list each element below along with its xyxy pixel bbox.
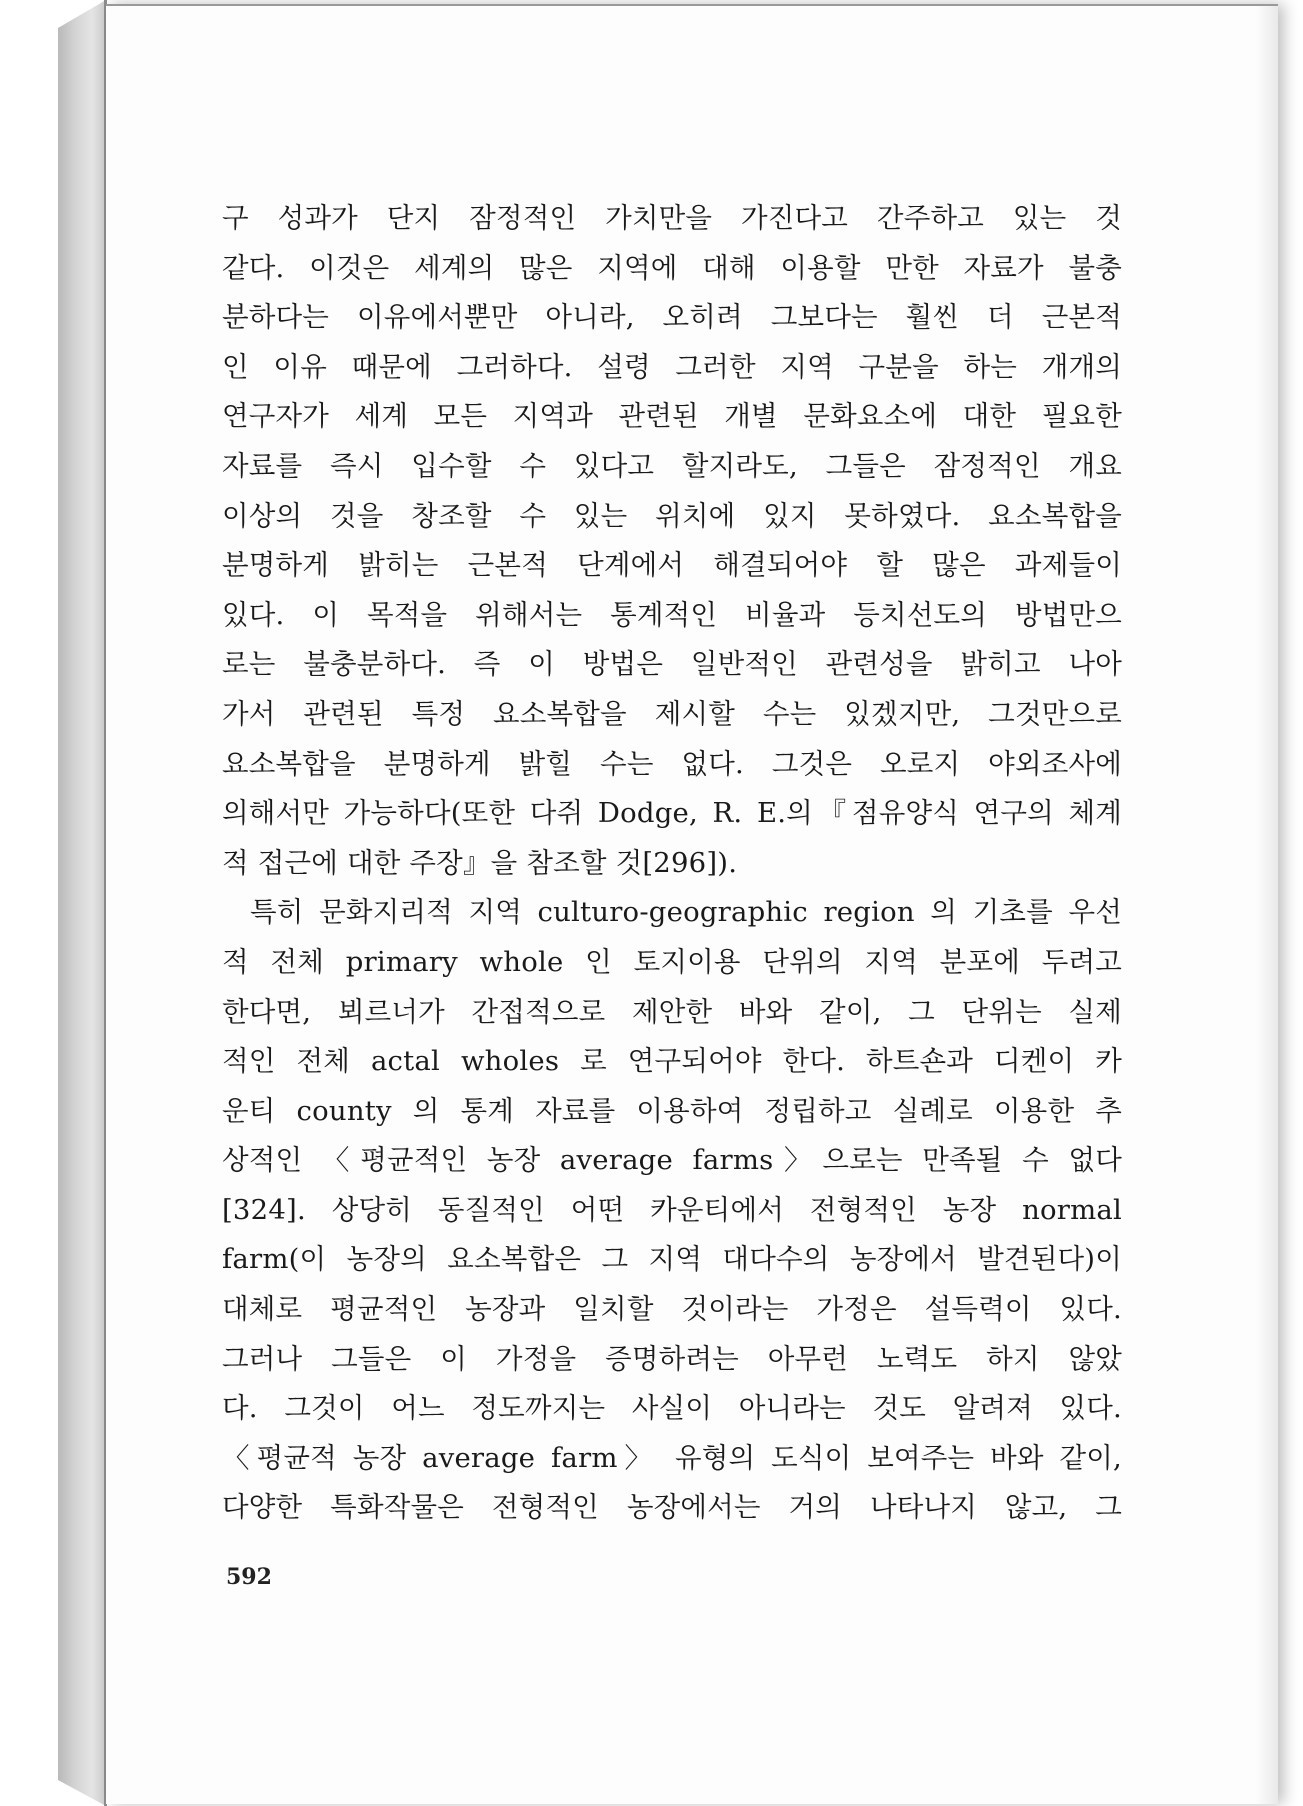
page-number: 592: [226, 1564, 272, 1590]
page-edge-shadow: [1256, 6, 1278, 1804]
text-line: 요소복합을 분명하게 밝힐 수는 없다. 그것은 오로지 야외조사에: [222, 747, 1122, 780]
text-line: 특히 문화지리적 지역 culturo-geographic region 의 기초를 우선: [250, 896, 1122, 929]
page-body-text: [222, 194, 1122, 1533]
text-line: 같다. 이것은 세계의 많은 지역에 대해 이용할 만한 자료가 불충: [222, 251, 1122, 284]
text-line: 분명하게 밝히는 근본적 단계에서 해결되어야 할 많은 과제들이: [222, 549, 1122, 582]
text-line: 다양한 특화작물은 전형적인 농장에서는 거의 나타나지 않고, 그: [222, 1491, 1122, 1524]
text-line: 대체로 평균적인 농장과 일치할 것이라는 가정은 설득력이 있다.: [222, 1293, 1122, 1326]
text-line: 자료를 즉시 입수할 수 있다고 할지라도, 그들은 잠정적인 개요: [222, 449, 1122, 482]
text-line: 적 전체 primary whole 인 토지이용 단위의 지역 분포에 두려고: [222, 945, 1122, 978]
text-line: 한다면, 뵈르너가 간접적으로 제안한 바와 같이, 그 단위는 실제: [222, 995, 1122, 1028]
text-line: 가서 관련된 특정 요소복합을 제시할 수는 있겠지만, 그것만으로: [222, 697, 1122, 730]
text-line: 의해서만 가능하다(또한 다쥐 Dodge, R. E.의『점유양식 연구의 체계: [222, 797, 1122, 830]
text-line: 〈평균적 농장 average farm〉 유형의 도식이 보여주는 바와 같이,: [222, 1441, 1122, 1474]
text-line: 운티 county 의 통계 자료를 이용하여 정립하고 실례로 이용한 추: [222, 1094, 1122, 1127]
text-line: 상적인 〈평균적인 농장 average farms〉으로는 만족될 수 없다: [222, 1144, 1122, 1177]
text-line: 분하다는 이유에서뿐만 아니라, 오히려 그보다는 훨씬 더 근본적: [222, 301, 1122, 334]
text-line: 이상의 것을 창조할 수 있는 위치에 있지 못하였다. 요소복합을: [222, 499, 1122, 532]
text-line: 인 이유 때문에 그러하다. 설령 그러한 지역 구분을 하는 개개의: [222, 350, 1122, 383]
text-line: [324]. 상당히 동질적인 어떤 카운티에서 전형적인 농장 normal: [222, 1193, 1122, 1226]
text-line: 적 접근에 대한 주장』을 참조할 것[296]).: [222, 846, 738, 879]
text-line: 적인 전체 actal wholes 로 연구되어야 한다. 하트숀과 디켄이 카: [222, 1045, 1122, 1078]
text-line: 로는 불충분하다. 즉 이 방법은 일반적인 관련성을 밝히고 나아: [222, 648, 1122, 681]
text-line: 다. 그것이 어느 정도까지는 사실이 아니라는 것도 알려져 있다.: [222, 1392, 1122, 1425]
text-line: farm(이 농장의 요소복합은 그 지역 대다수의 농장에서 발견된다)이: [222, 1243, 1122, 1276]
text-line: 있다. 이 목적을 위해서는 통계적인 비율과 등치선도의 방법만으: [222, 598, 1122, 631]
text-line: 그러나 그들은 이 가정을 증명하려는 아무런 노력도 하지 않았: [222, 1342, 1122, 1375]
book-spine: [58, 0, 106, 1806]
text-line: 구 성과가 단지 잠정적인 가치만을 가진다고 간주하고 있는 것: [222, 202, 1122, 234]
book-page: [106, 4, 1278, 1804]
text-line: 연구자가 세계 모든 지역과 관련된 개별 문화요소에 대한 필요한: [222, 400, 1122, 433]
